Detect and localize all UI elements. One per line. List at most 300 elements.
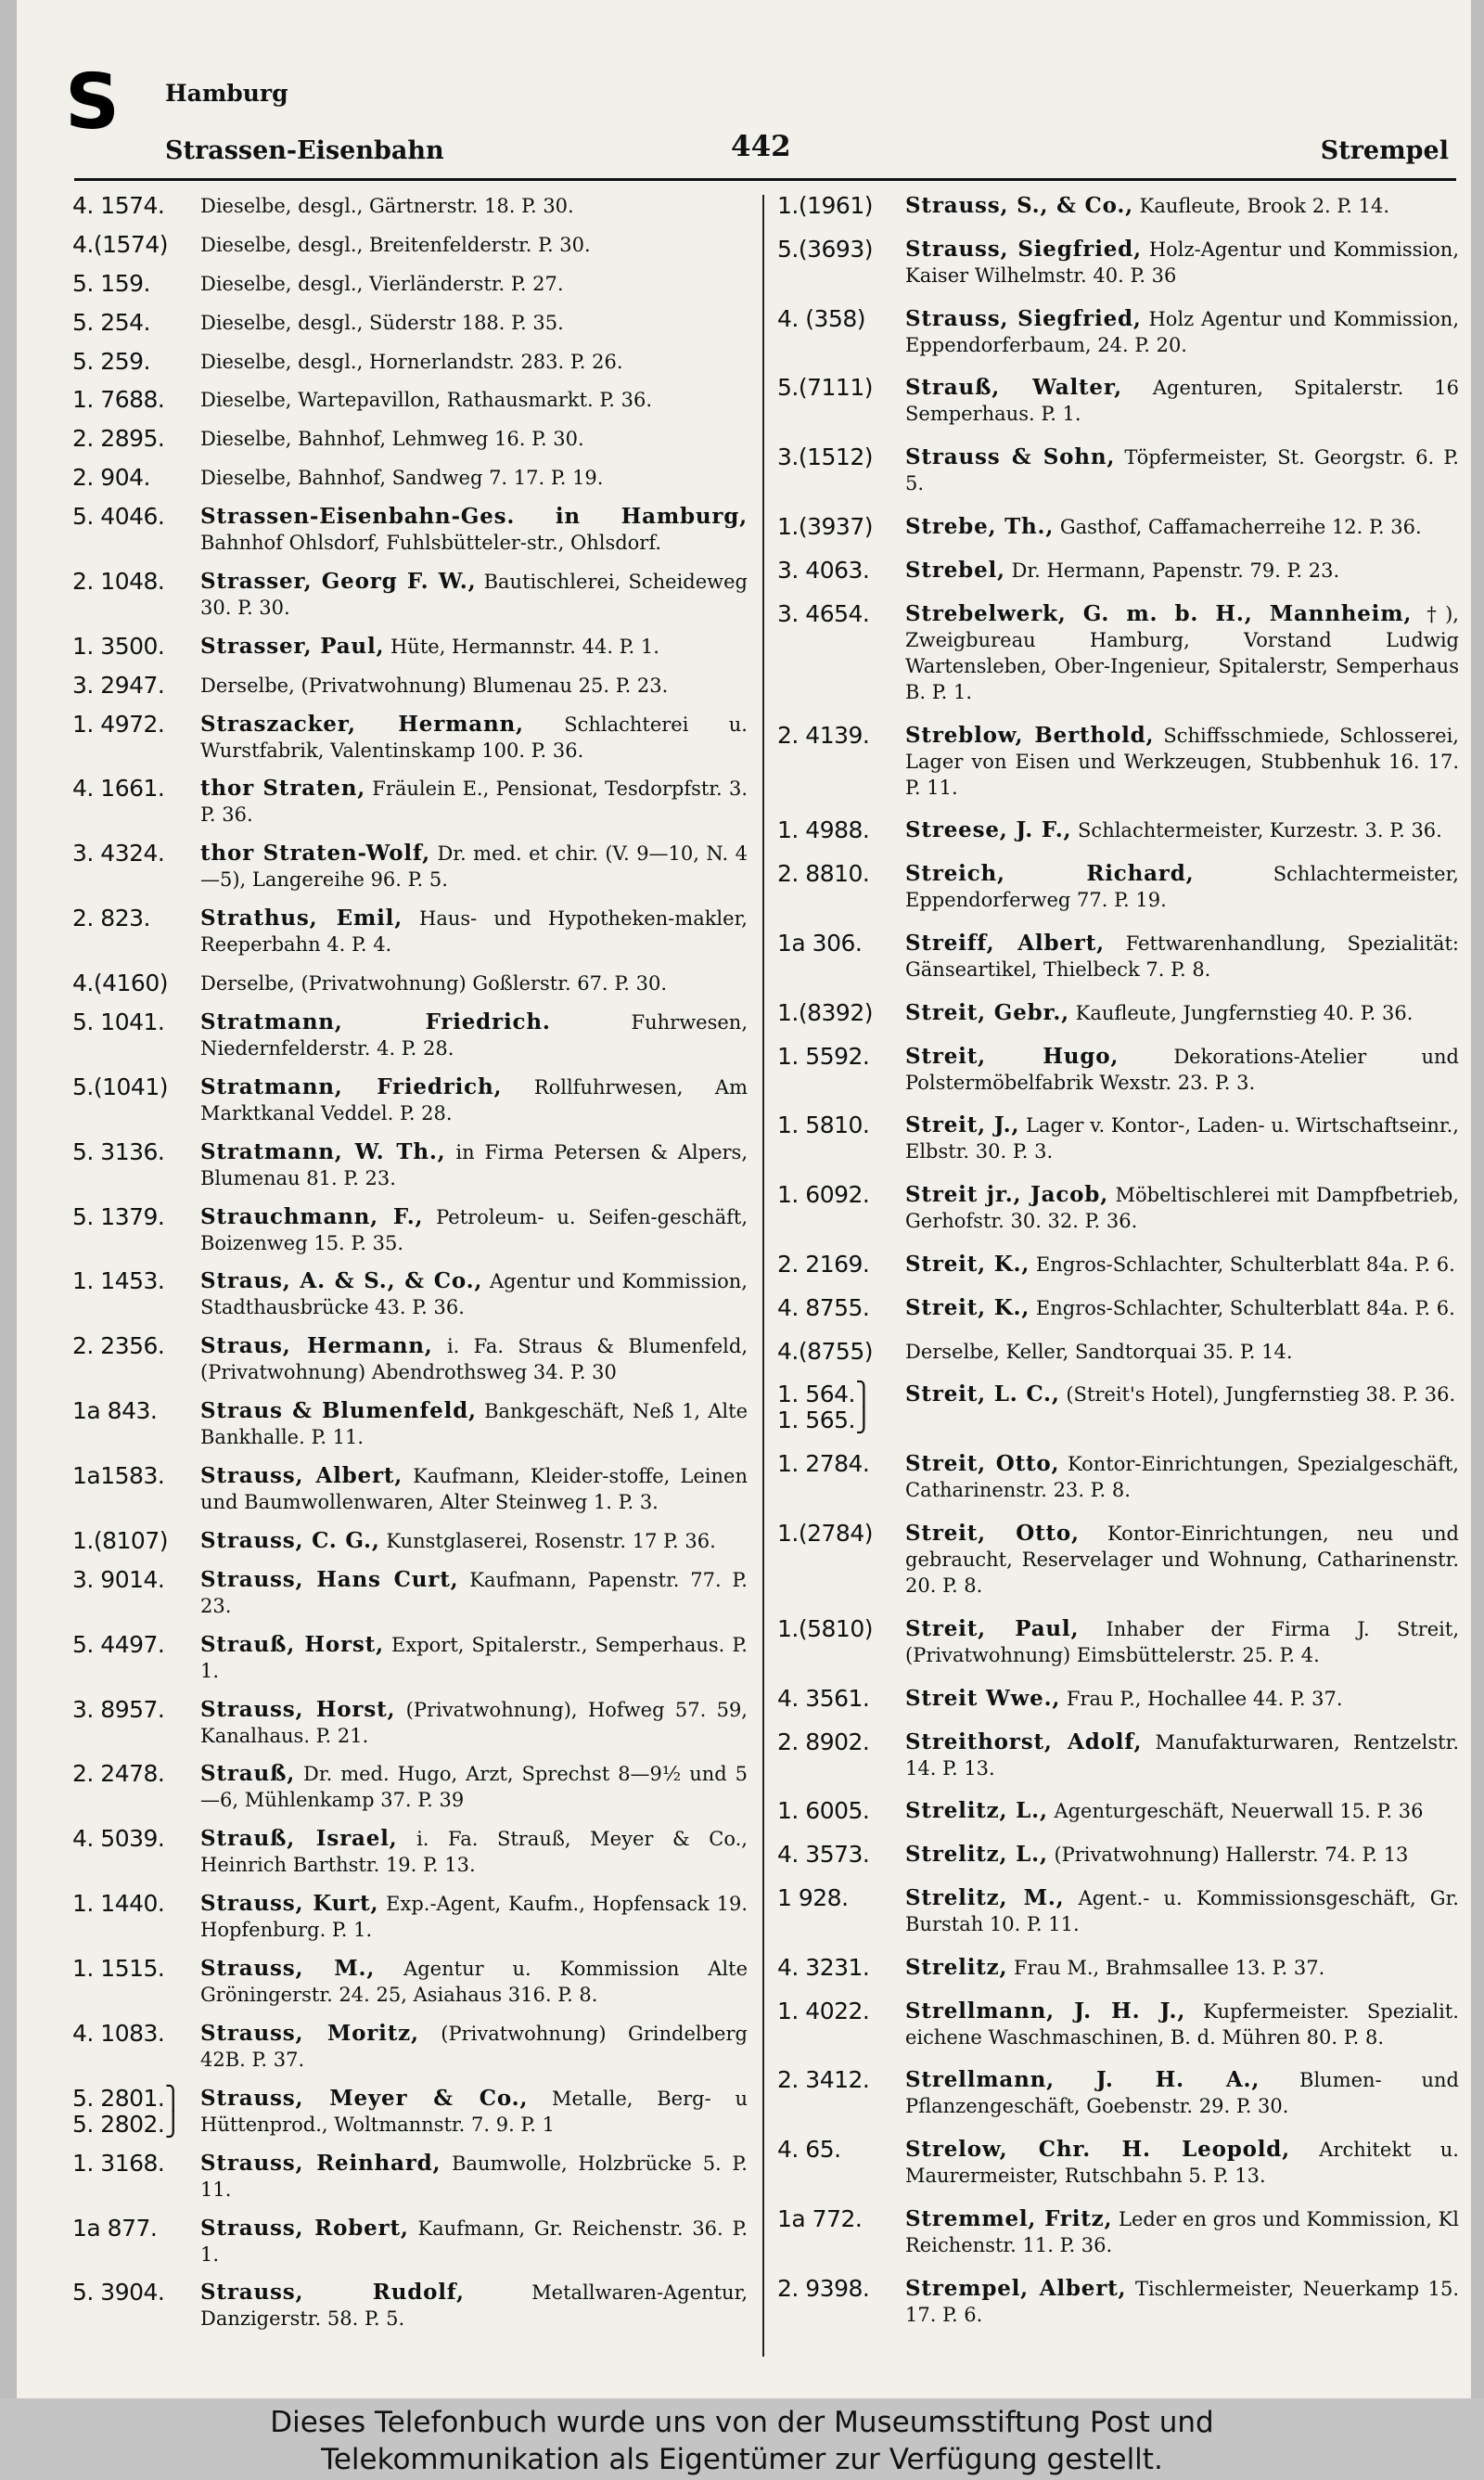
phone-number: 2. 8810. bbox=[777, 860, 870, 888]
listing-text bbox=[200, 504, 748, 556]
listing-text bbox=[905, 1451, 1459, 1503]
listing-details: Metallwaren-Agentur, Danzigerstr. 58. P. 5. bbox=[200, 2281, 748, 2331]
listing-name: Stratmann, Friedrich. bbox=[200, 1009, 551, 1034]
listing-text bbox=[200, 906, 748, 957]
listing-text bbox=[905, 1521, 1459, 1599]
listing-entry bbox=[777, 1295, 1459, 1321]
phone-number: 3. 4654. bbox=[777, 599, 870, 627]
listing-name: Strelitz, L., bbox=[905, 1842, 1048, 1868]
listing-entry bbox=[72, 1632, 748, 1684]
listing-text bbox=[905, 514, 1459, 540]
phone-number: 4. 1574. bbox=[72, 192, 165, 219]
listing-text bbox=[905, 861, 1459, 913]
listing-text bbox=[905, 237, 1459, 289]
listing-text bbox=[200, 1891, 748, 1943]
listing-name: Strauss, Moritz, bbox=[200, 2020, 419, 2046]
listing-details: Dr. Hermann, Papenstr. 79. P. 23. bbox=[1011, 559, 1340, 582]
listing-text bbox=[200, 712, 748, 764]
listing-name: Streit, Gebr., bbox=[905, 999, 1069, 1025]
phone-number: 1.(8107) bbox=[72, 1526, 168, 1554]
listing-details: Tischlermeister, Neuerkamp 15. 17. P. 6. bbox=[905, 2277, 1459, 2326]
phone-number: 4. 3561. bbox=[777, 1684, 870, 1712]
listing-text bbox=[200, 2151, 748, 2203]
listing-text bbox=[905, 193, 1459, 219]
listing-text bbox=[200, 193, 748, 219]
phone-number: 4. 1083. bbox=[72, 2019, 165, 2047]
phone-number: 5. 3904. bbox=[72, 2279, 165, 2307]
phone-number: 5. 259. bbox=[72, 347, 150, 375]
listing-details: †), Zweigbureau Hamburg, Vorstand Ludwig Wartensleben, Ober-Ingenieur, Spitalerstr, Semperhaus B. P. 1. bbox=[905, 602, 1459, 703]
listing-details: Engros-Schlachter, Schulterblatt 84a. P. 6. bbox=[1035, 1296, 1455, 1319]
listing-name: Stratmann, Friedrich, bbox=[200, 1073, 503, 1099]
listing-details: Kaufmann, Kleider-stoffe, Leinen und Baumwollenwaren, Alter Steinweg 1. P. 3. bbox=[200, 1465, 748, 1513]
listing-entry bbox=[72, 569, 748, 621]
phone-number: 1a 772. bbox=[777, 2205, 863, 2232]
phone-number: 1.(5810) bbox=[777, 1614, 873, 1642]
phone-number: 3. 4063. bbox=[777, 556, 870, 584]
listing-text bbox=[200, 1333, 748, 1385]
listing-details: Kupfermeister. Spezialit. eichene Waschmaschinen, B. d. Mühren 80. P. 8. bbox=[905, 1999, 1459, 2049]
listing-details: Holz Agentur und Kommission, Eppendorferbaum, 24. P. 20. bbox=[905, 307, 1459, 356]
listing-details: Dekorations-Atelier und Polstermöbelfabrik Wexstr. 23. P. 3. bbox=[905, 1045, 1459, 1094]
listing-entry bbox=[777, 1112, 1459, 1164]
phone-number: 1.(8392) bbox=[777, 998, 873, 1026]
phone-number: 4. 1661. bbox=[72, 775, 165, 803]
listing-name: Strauss & Sohn, bbox=[905, 444, 1116, 470]
listing-details: Haus- und Hypotheken-makler, Reeperbahn 4. P. 4. bbox=[200, 907, 748, 957]
phone-number: 2. 2895. bbox=[72, 425, 165, 453]
listing-entry bbox=[777, 306, 1459, 358]
listing-entry bbox=[777, 1955, 1459, 1981]
listing-details: Kaufmann, Gr. Reichenstr. 36. P. 1. bbox=[200, 2217, 748, 2266]
city-heading: Hamburg bbox=[165, 80, 288, 107]
phone-number: 5.(7111) bbox=[777, 374, 873, 402]
listing-entry bbox=[72, 1398, 748, 1450]
listing-name: Streich, Richard, bbox=[905, 861, 1195, 887]
listing-entry bbox=[777, 558, 1459, 584]
listing-details: Derselbe, (Privatwohnung) Blumenau 25. P. 23. bbox=[200, 674, 669, 697]
listing-details: Derselbe, Keller, Sandtorquai 35. P. 14. bbox=[905, 1340, 1293, 1363]
phone-number: 1. 3168. bbox=[72, 2149, 165, 2177]
listing-details: Fuhrwesen, Niedernfelderstr. 4. P. 28. bbox=[200, 1010, 748, 1060]
listing-name: Strauss, Siegfried, bbox=[905, 305, 1142, 331]
phone-number: 5. 3136. bbox=[72, 1137, 165, 1165]
phone-number: 2. 2169. bbox=[777, 1251, 870, 1278]
section-letter: S bbox=[65, 58, 121, 147]
column-divider bbox=[762, 195, 764, 2357]
listing-entry bbox=[777, 2067, 1459, 2119]
listing-name: Stremmel, Fritz, bbox=[905, 2206, 1113, 2231]
phone-number: 1. 1453. bbox=[72, 1267, 165, 1295]
phone-number: 1a 306. bbox=[777, 929, 863, 957]
phone-number: 3.(1512) bbox=[777, 443, 873, 471]
phone-number: 5.(1041) bbox=[72, 1073, 168, 1100]
listing-entry bbox=[72, 1761, 748, 1813]
listing-details: Dieselbe, Bahnhof, Lehmweg 16. P. 30. bbox=[200, 428, 584, 451]
listing-details: Kunstglaserei, Rosenstr. 17 P. 36. bbox=[386, 1529, 716, 1552]
listing-entry bbox=[72, 970, 748, 996]
listing-name: Strasser, Georg F. W., bbox=[200, 568, 477, 594]
listing-entry bbox=[72, 271, 748, 297]
listing-name: Strasser, Paul, bbox=[200, 633, 385, 659]
phone-number: 2. 8902. bbox=[777, 1728, 870, 1755]
listing-text bbox=[200, 310, 748, 336]
listing-entry bbox=[777, 1521, 1459, 1599]
listing-details: Dieselbe, desgl., Süderstr 188. P. 35. bbox=[200, 311, 564, 334]
phone-number: 5. 1379. bbox=[72, 1202, 165, 1230]
listing-name: Strauss, Reinhard, bbox=[200, 2150, 441, 2176]
listing-text bbox=[905, 2206, 1459, 2258]
phone-number: 1. 5810. bbox=[777, 1112, 870, 1139]
listing-details: (Privatwohnung) Hallerstr. 74. P. 13 bbox=[1054, 1844, 1409, 1867]
phone-number: 1. 7688. bbox=[72, 386, 165, 414]
listing-details: Schlachtermeister, Eppendorferweg 77. P. 19. bbox=[905, 863, 1459, 912]
listing-entry bbox=[777, 601, 1459, 705]
listing-details: Dieselbe, Bahnhof, Sandweg 7. 17. P. 19. bbox=[200, 467, 604, 490]
listing-name: Strauss, Kurt, bbox=[200, 1891, 379, 1917]
listing-name: Strathus, Emil, bbox=[200, 906, 403, 932]
listing-entry bbox=[777, 514, 1459, 540]
listing-entry bbox=[777, 723, 1459, 801]
listing-name: Strempel, Albert, bbox=[905, 2275, 1127, 2301]
listing-text bbox=[200, 387, 748, 413]
listing-text bbox=[905, 1842, 1459, 1868]
phone-number: 1.(1961) bbox=[777, 192, 873, 219]
listing-details: Frau P., Hochallee 44. P. 37. bbox=[1066, 1687, 1343, 1710]
listing-text bbox=[200, 271, 748, 297]
phone-number: 5.(3693) bbox=[777, 235, 873, 263]
listing-text bbox=[200, 232, 748, 258]
phone-number: 4. 5039. bbox=[72, 1825, 165, 1853]
listing-entry bbox=[72, 1333, 748, 1385]
listing-details: Hüte, Hermannstr. 44. P. 1. bbox=[390, 635, 659, 658]
listing-name: Strelow, Chr. H. Leopold, bbox=[905, 2137, 1290, 2163]
phone-number: 1 928. bbox=[777, 1883, 849, 1911]
listing-entry bbox=[777, 1885, 1459, 1937]
listing-name: Streit, Otto, bbox=[905, 1451, 1060, 1477]
listing-text bbox=[905, 1112, 1459, 1164]
listing-details: Töpfermeister, St. Georgstr. 6. P. 5. bbox=[905, 446, 1459, 495]
listing-details: Inhaber der Firma J. Streit, (Privatwohnung) Eimsbüttelerstr. 25. P. 4. bbox=[905, 1617, 1459, 1666]
listing-name: Strauß, Israel, bbox=[200, 1826, 398, 1852]
listing-name: Streithorst, Adolf, bbox=[905, 1728, 1143, 1754]
listing-text bbox=[200, 776, 748, 828]
listing-entry bbox=[777, 375, 1459, 427]
listing-details: Derselbe, (Privatwohnung) Goßlerstr. 67. P. 30. bbox=[200, 972, 667, 995]
listing-text bbox=[200, 1697, 748, 1749]
listing-entry bbox=[777, 861, 1459, 913]
listing-text bbox=[905, 931, 1459, 983]
listing-name: Streit Wwe., bbox=[905, 1685, 1061, 1711]
listing-text bbox=[200, 1826, 748, 1878]
listing-name: Strelitz, L., bbox=[905, 1798, 1048, 1824]
listing-text bbox=[905, 1729, 1459, 1781]
listing-details: Petroleum- u. Seifen-geschäft, Boizenweg 15. P. 35. bbox=[200, 1205, 748, 1254]
listing-text bbox=[200, 2021, 748, 2073]
listing-details: Dieselbe, Wartepavillon, Rathausmarkt. P. 36. bbox=[200, 389, 653, 412]
listing-details: Dieselbe, desgl., Vierländerstr. P. 27. bbox=[200, 272, 564, 295]
listing-entry bbox=[72, 841, 748, 893]
phone-number: 2. 2478. bbox=[72, 1760, 165, 1788]
listing-details: Rollfuhrwesen, Am Marktkanal Veddel. P. 28. bbox=[200, 1075, 748, 1124]
listing-details: Frau M., Brahmsallee 13. P. 37. bbox=[1014, 1956, 1325, 1979]
listing-entry bbox=[777, 1842, 1459, 1868]
footer-line-2: Telekommunikation als Eigentümer zur Verfügung gestellt. bbox=[321, 2443, 1163, 2476]
listing-details: Bankgeschäft, Neß 1, Alte Bankhalle. P. 11. bbox=[200, 1400, 748, 1449]
listing-details: i. Fa. Straus & Blumenfeld, (Privatwohnung) Abendrothsweg 34. P. 30 bbox=[200, 1335, 748, 1384]
listing-name: Strauß, Walter, bbox=[905, 375, 1122, 401]
listing-entry bbox=[72, 2086, 748, 2138]
listing-entry bbox=[72, 1891, 748, 1943]
listing-name: Stratmann, W. Th., bbox=[200, 1138, 446, 1164]
phone-number: 1. 564.⎫ 1. 565.⎭ bbox=[777, 1381, 873, 1434]
listing-text bbox=[200, 841, 748, 893]
phone-number: 5. 254. bbox=[72, 308, 150, 336]
listing-details: Bahnhof Ohlsdorf, Fuhlsbütteler-str., Ohlsdorf. bbox=[200, 532, 662, 554]
listing-entry bbox=[777, 1000, 1459, 1026]
listing-entry bbox=[72, 1009, 748, 1061]
phone-number: 5. 1041. bbox=[72, 1008, 165, 1035]
listing-text bbox=[905, 2137, 1459, 2189]
listing-text bbox=[905, 1798, 1459, 1824]
listing-name: Strauss, Meyer & Co., bbox=[200, 2085, 529, 2111]
listing-text bbox=[905, 444, 1459, 496]
listing-details: Schlachtermeister, Kurzestr. 3. P. 36. bbox=[1078, 819, 1442, 842]
phone-number: 1. 3500. bbox=[72, 632, 165, 660]
phone-number: 5. 159. bbox=[72, 269, 150, 297]
listing-details: Exp.-Agent, Kaufm., Hopfensack 19. Hopfenburg. P. 1. bbox=[200, 1893, 748, 1942]
phone-number: 1. 4972. bbox=[72, 710, 165, 738]
listing-details: Kaufleute, Jungfernstieg 40. P. 36. bbox=[1075, 1001, 1414, 1024]
listing-text bbox=[905, 817, 1459, 843]
phone-number: 2. 9398. bbox=[777, 2274, 870, 2302]
listing-name: Strellmann, J. H. J., bbox=[905, 1998, 1186, 2024]
listing-entry bbox=[72, 387, 748, 413]
listing-name: Streit, J., bbox=[905, 1112, 1020, 1138]
phone-number: 1a 877. bbox=[72, 2214, 158, 2242]
listing-entry bbox=[72, 1268, 748, 1320]
listing-text bbox=[905, 1381, 1459, 1433]
listing-entry bbox=[777, 2276, 1459, 2328]
listing-name: Strauss, Horst, bbox=[200, 1696, 396, 1722]
listing-name: Straszacker, Hermann, bbox=[200, 711, 524, 737]
directory-page bbox=[17, 0, 1471, 2398]
phone-number: 4. 3573. bbox=[777, 1841, 870, 1869]
listing-text bbox=[905, 1044, 1459, 1096]
listing-text bbox=[905, 723, 1459, 801]
listing-details: Dr. med. et chir. (V. 9—10, N. 4—5), Langereihe 96. P. 5. bbox=[200, 842, 748, 892]
right-column bbox=[777, 193, 1459, 2345]
listing-details: Dr. med. Hugo, Arzt, Sprechst 8—9½ und 5—6, Mühlenkamp 37. P. 39 bbox=[200, 1763, 748, 1812]
listing-details: Blumen- und Pflanzengeschäft, Goebenstr. 29. P. 30. bbox=[905, 2069, 1459, 2118]
listing-entry bbox=[777, 1998, 1459, 2050]
listing-entry bbox=[72, 634, 748, 660]
listing-details: in Firma Petersen & Alpers, Blumenau 81. P. 23. bbox=[200, 1140, 748, 1189]
listing-entry bbox=[72, 426, 748, 452]
listing-entry bbox=[72, 776, 748, 828]
listing-entry bbox=[72, 2021, 748, 2073]
listing-details: Export, Spitalerstr., Semperhaus. P. 1. bbox=[200, 1633, 748, 1682]
listing-entry bbox=[72, 310, 748, 336]
listing-details: Engros-Schlachter, Schulterblatt 84a. P. 6. bbox=[1035, 1253, 1455, 1276]
range-start-heading: Strassen-Eisenbahn bbox=[165, 136, 444, 165]
listing-entry bbox=[72, 673, 748, 699]
listing-details: Fettwarenhandlung, Spezialität: Gänseartikel, Thielbeck 7. P. 8. bbox=[905, 932, 1459, 981]
listing-details: Gasthof, Caffamacherreihe 12. P. 36. bbox=[1059, 516, 1422, 539]
listing-name: Strauss, Rudolf, bbox=[200, 2280, 465, 2306]
listing-text bbox=[200, 1139, 748, 1191]
listing-entry bbox=[72, 1826, 748, 1878]
listing-text bbox=[905, 1000, 1459, 1026]
listing-details: Schlachterei u. Wurstfabrik, Valentinskamp 100. P. 36. bbox=[200, 713, 748, 762]
phone-number: 3. 4324. bbox=[72, 840, 165, 867]
listing-entry bbox=[72, 906, 748, 957]
listing-text bbox=[200, 2216, 748, 2268]
listing-details: i. Fa. Strauß, Meyer & Co., Heinrich Barthstr. 19. P. 13. bbox=[200, 1828, 748, 1877]
listing-text bbox=[905, 1295, 1459, 1321]
phone-number: 3. 8957. bbox=[72, 1695, 165, 1723]
listing-text bbox=[200, 426, 748, 452]
listing-name: Strauß, bbox=[200, 1761, 296, 1787]
phone-number: 4. 3231. bbox=[777, 1953, 870, 1981]
phone-number: 1. 2784. bbox=[777, 1450, 870, 1478]
listing-text bbox=[905, 2276, 1459, 2328]
listing-name: Strelitz, M., bbox=[905, 1884, 1065, 1910]
listing-text bbox=[200, 465, 748, 491]
listing-entry bbox=[72, 504, 748, 556]
listing-name: Streit, L. C., bbox=[905, 1381, 1060, 1407]
listing-text bbox=[200, 349, 748, 375]
listing-text bbox=[200, 1204, 748, 1256]
listing-name: Straus & Blumenfeld, bbox=[200, 1398, 477, 1424]
listing-text bbox=[905, 2067, 1459, 2119]
listing-entry bbox=[72, 2216, 748, 2268]
listing-entry bbox=[72, 1567, 748, 1619]
listing-name: Straus, Hermann, bbox=[200, 1333, 433, 1359]
listing-details: Baumwolle, Holzbrücke 5. P. 11. bbox=[200, 2152, 748, 2201]
listing-details: (Privatwohnung), Hofweg 57. 59, Kanalhaus. P. 21. bbox=[200, 1698, 748, 1747]
listing-name: Strauss, Robert, bbox=[200, 2215, 409, 2241]
listing-text bbox=[905, 1998, 1459, 2050]
phone-number: 2. 1048. bbox=[72, 567, 165, 595]
phone-number: 2. 904. bbox=[72, 464, 150, 492]
phone-number: 1. 4022. bbox=[777, 1997, 870, 2024]
listing-name: Strebe, Th., bbox=[905, 514, 1055, 540]
listing-name: Strassen-Eisenbahn-Ges. in Hamburg, bbox=[200, 504, 748, 529]
listing-entry bbox=[72, 1139, 748, 1191]
phone-number: 3. 2947. bbox=[72, 671, 165, 699]
listing-text bbox=[905, 1885, 1459, 1937]
listing-entry bbox=[777, 1616, 1459, 1668]
listing-details: Agenturgeschäft, Neuerwall 15. P. 36 bbox=[1054, 1800, 1424, 1823]
listing-text bbox=[200, 1632, 748, 1684]
listing-entry bbox=[777, 2137, 1459, 2189]
listing-name: Streit, K., bbox=[905, 1252, 1030, 1277]
listing-text bbox=[905, 1182, 1459, 1234]
phone-number: 2. 2356. bbox=[72, 1332, 165, 1360]
listing-entry bbox=[777, 1451, 1459, 1503]
listing-details: Kontor-Einrichtungen, Spezialgeschäft, Catharinenstr. 23. P. 8. bbox=[905, 1453, 1459, 1502]
listing-name: Strauchmann, F., bbox=[200, 1203, 424, 1229]
phone-number: 1a1583. bbox=[72, 1462, 165, 1489]
listing-name: Strellmann, J. H. A., bbox=[905, 2067, 1260, 2093]
listing-text bbox=[905, 1686, 1459, 1712]
phone-number: 4. 8755. bbox=[777, 1293, 870, 1321]
listing-entry bbox=[72, 712, 748, 764]
listing-name: thor Straten-Wolf, bbox=[200, 841, 430, 867]
phone-number: 2. 823. bbox=[72, 905, 150, 932]
listing-name: thor Straten, bbox=[200, 776, 366, 802]
listing-text bbox=[905, 558, 1459, 584]
listing-entry bbox=[777, 1798, 1459, 1824]
phone-number: 4.(8755) bbox=[777, 1337, 873, 1365]
listing-text bbox=[905, 1955, 1459, 1981]
listing-name: Strauss, Siegfried, bbox=[905, 236, 1142, 262]
phone-number: 4. 65. bbox=[777, 2136, 841, 2164]
listing-entry bbox=[777, 237, 1459, 289]
listing-entry bbox=[777, 444, 1459, 496]
listing-text bbox=[200, 1009, 748, 1061]
listing-entry bbox=[72, 1697, 748, 1749]
listing-details: Dieselbe, desgl., Hornerlandstr. 283. P. 26. bbox=[200, 350, 623, 373]
listing-entry bbox=[72, 2151, 748, 2203]
phone-number: 1. 5592. bbox=[777, 1042, 870, 1070]
phone-number: 1. 1515. bbox=[72, 1955, 165, 1982]
listing-entry bbox=[777, 1686, 1459, 1712]
listing-entry bbox=[777, 2206, 1459, 2258]
phone-number: 1. 6092. bbox=[777, 1181, 870, 1209]
listing-details: Agent.- u. Kommissionsgeschäft, Gr. Burstah 10. P. 11. bbox=[905, 1886, 1459, 1935]
listing-text bbox=[200, 1956, 748, 2008]
listing-text bbox=[905, 1616, 1459, 1668]
listing-entry bbox=[72, 1074, 748, 1126]
listing-details: (Streit's Hotel), Jungfernstieg 38. P. 36. bbox=[1066, 1383, 1456, 1407]
phone-number: 5. 4046. bbox=[72, 503, 165, 530]
listing-name: Strauss, C. G., bbox=[200, 1527, 380, 1553]
listing-text bbox=[200, 1074, 748, 1126]
phone-number: 4.(1574) bbox=[72, 230, 168, 258]
listing-text bbox=[905, 1252, 1459, 1278]
listing-entry bbox=[777, 1729, 1459, 1781]
phone-number: 1. 4988. bbox=[777, 816, 870, 844]
listing-text bbox=[200, 673, 748, 699]
listing-details: Agentur und Kommission, Stadthausbrücke 43. P. 36. bbox=[200, 1270, 748, 1319]
page-number: 442 bbox=[731, 130, 791, 163]
listing-name: Streit, K., bbox=[905, 1294, 1030, 1320]
listing-entry bbox=[72, 1463, 748, 1515]
listing-text bbox=[200, 970, 748, 996]
phone-number: 3. 9014. bbox=[72, 1565, 165, 1593]
listing-name: Strelitz, bbox=[905, 1954, 1008, 1980]
listing-text bbox=[200, 1268, 748, 1320]
listing-name: Streese, J. F., bbox=[905, 817, 1072, 843]
phone-number: 2. 4139. bbox=[777, 721, 870, 749]
header-rule bbox=[74, 178, 1456, 181]
listing-text bbox=[200, 1567, 748, 1619]
listing-name: Strauss, Hans Curt, bbox=[200, 1566, 459, 1592]
listing-entry bbox=[72, 349, 748, 375]
listing-entry bbox=[777, 817, 1459, 843]
phone-number: 1. 1440. bbox=[72, 1890, 165, 1918]
listing-details: Kaufleute, Brook 2. P. 14. bbox=[1139, 195, 1390, 217]
listing-details: Architekt u. Maurermeister, Rutschbahn 5. P. 13. bbox=[905, 2139, 1459, 2188]
listing-text bbox=[200, 2086, 748, 2138]
listing-text bbox=[905, 1339, 1459, 1365]
phone-number: 5. 4497. bbox=[72, 1630, 165, 1658]
listing-entry bbox=[777, 1044, 1459, 1096]
listing-entry bbox=[777, 931, 1459, 983]
listing-name: Strauss, S., & Co., bbox=[905, 193, 1133, 218]
